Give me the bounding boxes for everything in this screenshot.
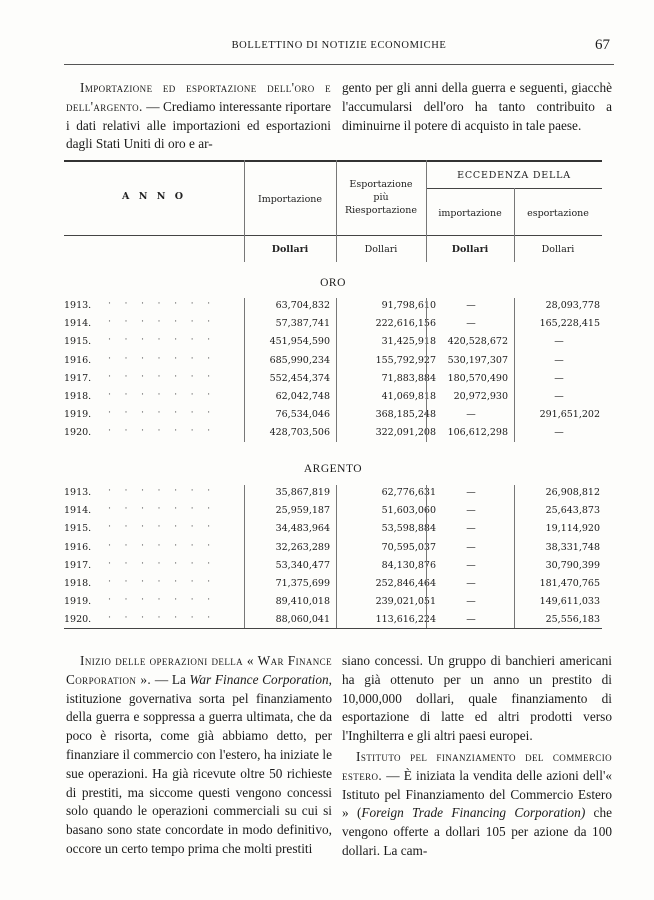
ecc-esportazione-cell: 181,470,765 bbox=[539, 578, 600, 589]
year-cell: 1917. bbox=[64, 372, 92, 384]
esportazione-cell: 70,595,037 bbox=[381, 541, 436, 553]
year-cell: 1918. bbox=[64, 391, 92, 402]
esportazione-cell: 322,091,208 bbox=[375, 427, 436, 439]
year-cell: 1915. bbox=[64, 523, 92, 535]
esportazione-cell: 368,185,248 bbox=[375, 409, 436, 421]
esportazione-cell: 113,616,224 bbox=[375, 614, 436, 626]
ecc-importazione-cell: — bbox=[466, 318, 476, 330]
war-finance-name: War Finance Corporation bbox=[189, 671, 329, 687]
intro-heading: Importazione ed esportazione dell'oro e dell'argento. bbox=[66, 80, 331, 114]
leader-dots: ······· bbox=[108, 521, 224, 533]
war-finance-text-right: siano concessi. Un gruppo di banchieri americani ha già ottenuto per un anno un prestito di 10,000,000 dollari, quale finanziamento di esportazione di latte ed altri prodotti verso l'Inghilterra e gli altri paesi europei. bbox=[342, 653, 612, 744]
col-divider bbox=[514, 298, 515, 442]
war-finance-article bbox=[66, 652, 332, 859]
leader-dots: ······· bbox=[108, 557, 224, 569]
year-cell: 1913. bbox=[64, 300, 92, 311]
year-cell: 1915. bbox=[64, 336, 92, 348]
istituto-name: Foreign Trade Financing Corporation) bbox=[361, 805, 586, 821]
leader-dots: ······· bbox=[108, 316, 224, 328]
section-label-argento: ARGENTO bbox=[303, 463, 363, 475]
importazione-cell: 53,340,477 bbox=[275, 559, 330, 571]
section-label-oro: ORO bbox=[320, 277, 346, 289]
importazione-cell: 63,704,832 bbox=[275, 300, 330, 311]
col-divider bbox=[336, 298, 337, 442]
year-cell: 1916. bbox=[64, 354, 92, 366]
intro-right-column bbox=[342, 79, 612, 135]
col-divider bbox=[514, 485, 515, 628]
leader-dots: ······· bbox=[108, 352, 224, 364]
ecc-importazione-cell: — bbox=[466, 505, 476, 517]
leader-dots: ······· bbox=[108, 334, 224, 346]
esportazione-cell: 239,021,051 bbox=[375, 596, 436, 608]
esportazione-cell: 91,798,610 bbox=[381, 300, 436, 311]
esportazione-cell: 53,598,884 bbox=[381, 523, 436, 535]
ecc-esportazione-cell: 149,611,033 bbox=[539, 596, 600, 608]
istituto-heading: Istituto pel finanziamento del commercio estero. bbox=[342, 748, 612, 783]
year-cell: 1916. bbox=[64, 541, 92, 553]
table-header-rule bbox=[64, 235, 602, 236]
importazione-cell: 88,060,041 bbox=[275, 614, 330, 626]
unit-label: Dollari bbox=[451, 244, 489, 255]
header-eccedenza: ECCEDENZA DELLA bbox=[457, 170, 571, 181]
war-finance-heading: Inizio delle operazioni della « War Finance Corporation ». bbox=[66, 653, 332, 687]
ecc-esportazione-cell: 38,331,748 bbox=[545, 541, 600, 553]
esportazione-cell: 51,603,060 bbox=[381, 505, 436, 517]
gold-silver-table bbox=[64, 160, 602, 630]
ecc-esportazione-cell: — bbox=[554, 336, 564, 348]
importazione-cell: 34,483,964 bbox=[275, 523, 330, 535]
unit-label: Dollari bbox=[541, 244, 575, 255]
header-ecc-esportazione: esportazione bbox=[527, 208, 589, 219]
ecc-importazione-cell: 20,972,930 bbox=[453, 391, 508, 402]
esportazione-cell: 62,776,631 bbox=[381, 487, 436, 498]
year-cell: 1918. bbox=[64, 578, 92, 589]
col-divider bbox=[244, 298, 245, 442]
col-divider bbox=[244, 485, 245, 628]
importazione-cell: 685,990,234 bbox=[269, 354, 330, 366]
unit-label: Dollari bbox=[271, 244, 309, 255]
leader-dots: ······· bbox=[108, 425, 224, 437]
table-row bbox=[64, 427, 602, 446]
war-finance-text-left: , istituzione governativa sorta pel finanziamento della guerra e soppressa a guerra ultimata, che da poco è risorta, come già abbiamo detto, per finanziare il commercio con l'estero, ha iniziate le sue operazioni. Ha già ricevute oltre 50 richieste di prestiti, ma siccome questi vengono concessi solo quando le operazioni commerciali su cui si basano sono state concordate in modo definitivo, occore un certo tempo prima che molti prestiti bbox=[66, 671, 332, 856]
leader-dots: ······· bbox=[108, 594, 224, 606]
ecc-importazione-cell: — bbox=[466, 409, 476, 421]
importazione-cell: 35,867,819 bbox=[275, 487, 330, 498]
importazione-cell: 89,410,018 bbox=[275, 596, 330, 608]
esportazione-cell: 84,130,876 bbox=[381, 559, 436, 571]
unit-label: Dollari bbox=[364, 244, 398, 255]
ecc-esportazione-cell: 165,228,415 bbox=[539, 318, 600, 330]
ecc-esportazione-cell: 291,651,202 bbox=[539, 409, 600, 421]
esportazione-cell: 222,616,156 bbox=[375, 318, 436, 330]
ecc-importazione-cell: — bbox=[466, 300, 476, 311]
leader-dots: ······· bbox=[108, 389, 224, 400]
ecc-esportazione-cell: 28,093,778 bbox=[545, 300, 600, 311]
intro-text-left: — Crediamo interessante riportare i dati relativi alle importazioni ed esportazioni dagli Stati Uniti di oro e ar- bbox=[66, 98, 331, 152]
header-rule bbox=[64, 64, 614, 65]
importazione-cell: 25,959,187 bbox=[275, 505, 330, 517]
istituto-text-b: che vengono offerte a dollari 105 per azione da 100 dollari. La cam- bbox=[342, 805, 613, 858]
ecc-importazione-cell: 180,570,490 bbox=[447, 372, 508, 384]
intro-text-right: gento per gli anni della guerra e seguenti, giacchè l'accumularsi dell'oro ha tanto contribuito a diminuirne il potere di acquisto in tale paese. bbox=[342, 80, 612, 133]
ecc-importazione-cell: — bbox=[466, 523, 476, 535]
ecc-importazione-cell: 420,528,672 bbox=[447, 336, 508, 348]
ecc-esportazione-cell: — bbox=[554, 354, 564, 366]
leader-dots: ······· bbox=[108, 370, 224, 382]
ecc-importazione-cell: 530,197,307 bbox=[447, 354, 508, 366]
importazione-cell: 57,387,741 bbox=[275, 318, 330, 330]
col-divider bbox=[336, 485, 337, 628]
esportazione-cell: 155,792,927 bbox=[375, 354, 436, 366]
importazione-cell: 428,703,506 bbox=[269, 427, 330, 439]
col-divider bbox=[426, 298, 427, 442]
ecc-importazione-cell: — bbox=[466, 541, 476, 553]
col-divider bbox=[426, 485, 427, 628]
header-ecc-importazione: importazione bbox=[438, 208, 502, 219]
ecc-esportazione-cell: — bbox=[554, 427, 564, 439]
ecc-esportazione-cell: 30,790,399 bbox=[545, 559, 600, 571]
importazione-cell: 32,263,289 bbox=[275, 541, 330, 553]
importazione-cell: 552,454,374 bbox=[269, 372, 330, 384]
ecc-importazione-cell: — bbox=[466, 596, 476, 608]
ecc-esportazione-cell: — bbox=[554, 391, 564, 402]
leader-dots: ······· bbox=[108, 485, 224, 496]
page-number: 67 bbox=[595, 37, 610, 53]
year-cell: 1919. bbox=[64, 409, 92, 421]
year-cell: 1914. bbox=[64, 318, 92, 330]
importazione-cell: 451,954,590 bbox=[269, 336, 330, 348]
header-esportazione-line: Esportazione bbox=[349, 179, 413, 190]
right-column-articles bbox=[342, 652, 612, 861]
year-cell: 1914. bbox=[64, 505, 92, 517]
ecc-esportazione-cell: 19,114,920 bbox=[545, 523, 600, 535]
intro-left-column bbox=[66, 79, 331, 154]
leader-dots: ······· bbox=[108, 539, 224, 551]
ecc-importazione-cell: — bbox=[466, 487, 476, 498]
leader-dots: ······· bbox=[108, 612, 224, 624]
year-cell: 1913. bbox=[64, 487, 92, 498]
importazione-cell: 62,042,748 bbox=[275, 391, 330, 402]
ecc-esportazione-cell: 25,556,183 bbox=[545, 614, 600, 626]
running-head bbox=[66, 37, 612, 58]
ecc-importazione-cell: — bbox=[466, 559, 476, 571]
ecc-esportazione-cell: 25,643,873 bbox=[545, 505, 600, 517]
esportazione-cell: 41,069,818 bbox=[381, 391, 436, 402]
year-cell: 1919. bbox=[64, 596, 92, 608]
header-importazione: Importazione bbox=[257, 194, 323, 205]
table-row bbox=[64, 614, 602, 633]
ecc-esportazione-cell: — bbox=[554, 372, 564, 384]
ecc-importazione-cell: — bbox=[466, 614, 476, 626]
year-cell: 1920. bbox=[64, 427, 92, 439]
leader-dots: ······· bbox=[108, 407, 224, 419]
leader-dots: ······· bbox=[108, 576, 224, 587]
esportazione-cell: 71,883,884 bbox=[381, 372, 436, 384]
table-top-rule bbox=[64, 160, 602, 162]
leader-dots: ······· bbox=[108, 298, 224, 309]
war-finance-dash: — La bbox=[151, 671, 190, 687]
header-esportazione bbox=[336, 178, 426, 217]
importazione-cell: 71,375,699 bbox=[275, 578, 330, 589]
leader-dots: ······· bbox=[108, 503, 224, 515]
ecc-esportazione-cell: 26,908,812 bbox=[545, 487, 600, 498]
ecc-importazione-cell: — bbox=[466, 578, 476, 589]
esportazione-cell: 31,425,918 bbox=[381, 336, 436, 348]
esportazione-cell: 252,846,464 bbox=[375, 578, 436, 589]
importazione-cell: 76,534,046 bbox=[275, 409, 330, 421]
year-cell: 1917. bbox=[64, 559, 92, 571]
year-cell: 1920. bbox=[64, 614, 92, 626]
header-esportazione-line: Riesportazione bbox=[344, 205, 417, 216]
header-esportazione-line: più bbox=[373, 192, 389, 203]
header-anno: A N N O bbox=[122, 191, 186, 202]
running-title: BOLLETTINO DI NOTIZIE ECONOMICHE bbox=[231, 40, 447, 51]
istituto-text-a: — È iniziata la vendita delle azioni dell'« Istituto pel Finanziamento del Commercio Estero » ( bbox=[342, 767, 612, 821]
ecc-importazione-cell: 106,612,298 bbox=[447, 427, 508, 439]
